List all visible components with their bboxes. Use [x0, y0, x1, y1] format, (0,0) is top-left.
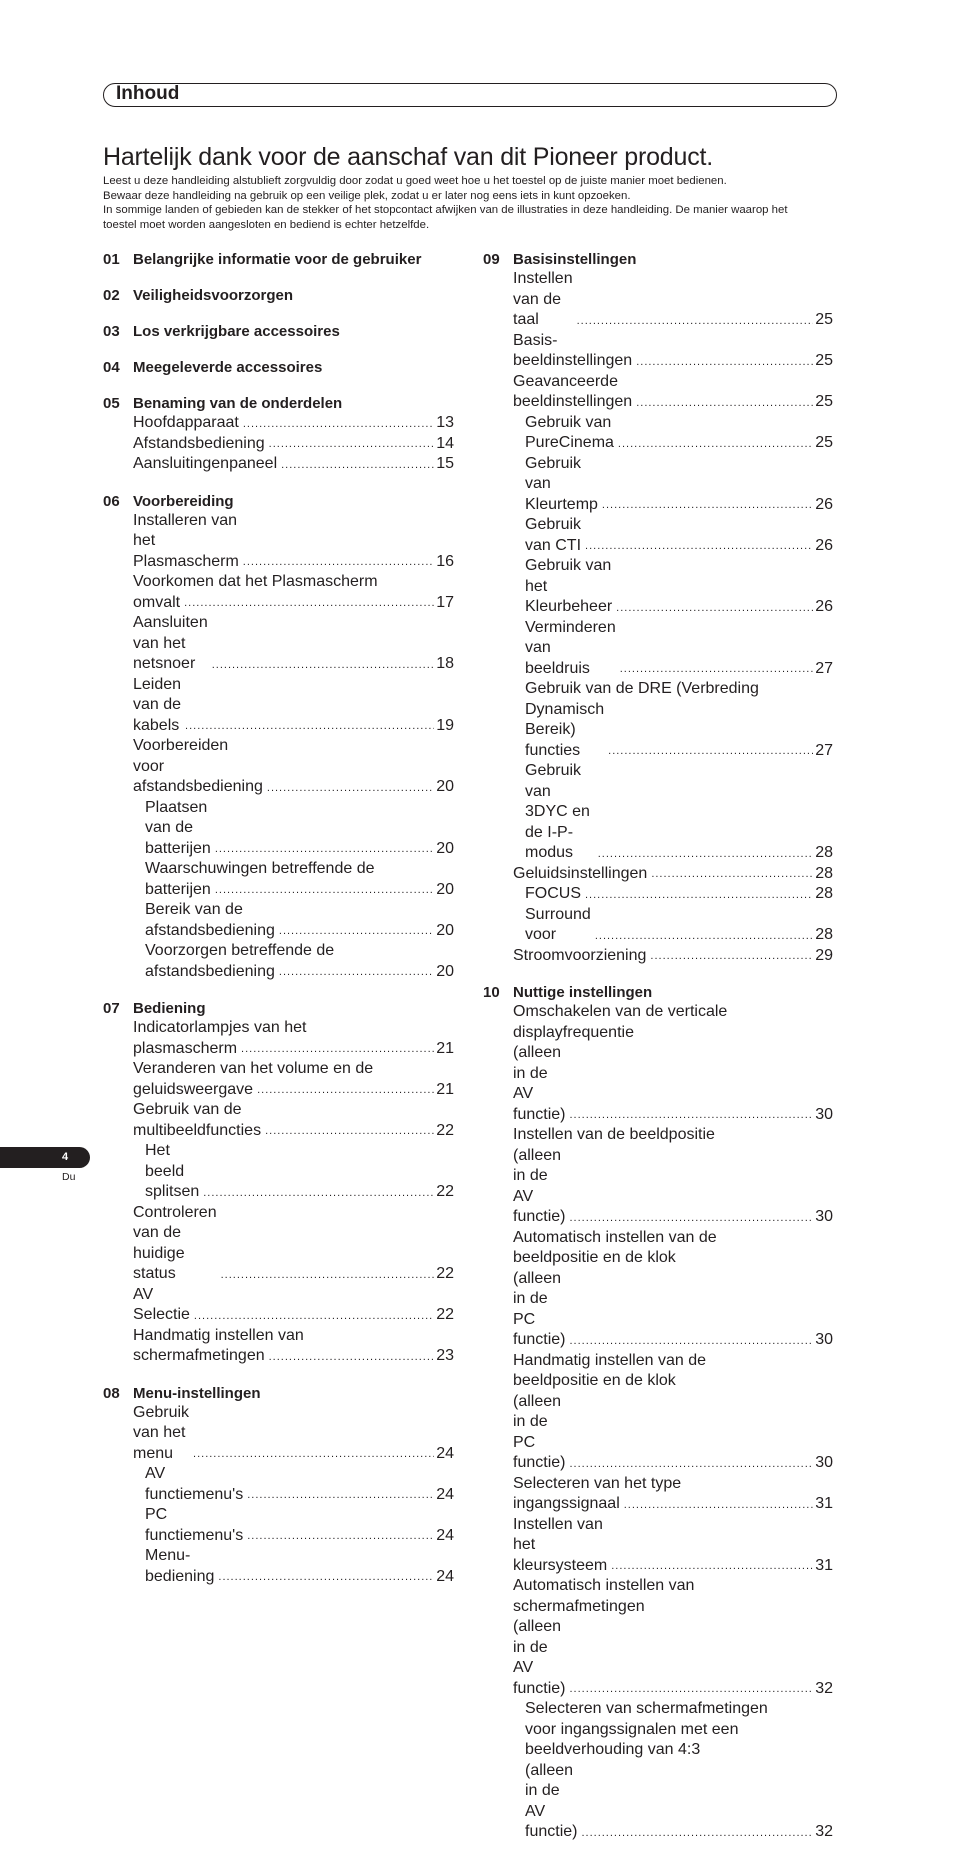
dot-leader	[279, 967, 434, 978]
toc-page-number: 20	[436, 839, 454, 857]
toc-entry-text: Menu-bediening	[145, 1547, 215, 1585]
dot-leader	[212, 660, 434, 671]
chapter-number: 06	[103, 492, 120, 510]
toc-entry-text: Gebruik van de multibeeldfuncties	[133, 1101, 262, 1139]
toc-page-number: 26	[815, 495, 833, 513]
chapter-title: Los verkrijgbare accessoires	[133, 323, 340, 340]
toc-entry-text: Gebruik van het Kleurbeheer	[525, 557, 613, 615]
toc-page-number: 25	[815, 352, 833, 369]
toc-entry[interactable]	[483, 1392, 833, 1474]
toc-column-left	[103, 250, 454, 1604]
toc-chapter	[103, 358, 454, 377]
dot-leader	[243, 419, 434, 430]
toc-page-number: 26	[815, 536, 833, 554]
toc-entry[interactable]	[483, 269, 833, 331]
toc-entry-line: Automatisch instellen van	[513, 1577, 695, 1594]
dot-leader	[620, 664, 813, 675]
dot-leader	[279, 926, 434, 937]
toc-entry[interactable]	[103, 593, 454, 614]
toc-entry-text: (alleen in de AV functie)	[513, 1146, 566, 1225]
toc-entry-text: Afstandsbediening	[133, 434, 265, 452]
section-header	[103, 83, 837, 107]
dot-leader	[569, 1213, 813, 1224]
toc-page-number: 32	[815, 1823, 833, 1840]
dot-leader	[241, 1044, 434, 1055]
toc-entry-line: voor ingangssignalen met een	[525, 1720, 739, 1738]
toc-entry-line: Omschakelen van de verticale	[513, 1003, 728, 1020]
toc-entry-text: plasmascherm	[133, 1039, 238, 1057]
toc-page-number: 26	[815, 598, 833, 615]
toc-page-number: 15	[436, 455, 454, 472]
chapter-heading[interactable]	[483, 250, 833, 269]
toc-entry-text: FOCUS	[525, 885, 581, 902]
dot-leader	[569, 1684, 813, 1695]
toc-entry[interactable]	[483, 413, 833, 454]
chapter-heading[interactable]	[103, 999, 454, 1018]
toc-entry-text: Surround voor	[525, 905, 591, 943]
toc-entry[interactable]	[103, 1080, 454, 1101]
intro-paragraph: Bewaar deze handleiding na gebruik op een veilige plek, zodat u er later nog eens iets in kunt opzoeken.	[103, 189, 631, 202]
toc-page-number: 28	[815, 885, 833, 902]
toc-entry[interactable]	[103, 1100, 454, 1141]
toc-chapter	[103, 286, 454, 305]
chapter-title: Menu-instellingen	[133, 1384, 261, 1402]
toc-entry[interactable]	[483, 1043, 833, 1125]
chapter-heading[interactable]	[103, 1384, 454, 1403]
dot-leader	[193, 1449, 434, 1460]
toc-chapter	[103, 394, 454, 475]
toc-chapter	[103, 999, 454, 1367]
intro-text	[103, 174, 823, 233]
dot-leader	[221, 1270, 435, 1281]
toc-page-number: 25	[815, 393, 833, 410]
chapter-number: 09	[483, 251, 500, 268]
toc-entry-text: Geluidsinstellingen	[513, 864, 648, 882]
toc-entry-text: PC functiemenu's	[145, 1506, 244, 1544]
toc-entry[interactable]	[103, 511, 454, 573]
dot-leader	[598, 849, 813, 860]
toc-page-number: 27	[815, 741, 833, 759]
chapter-heading[interactable]	[103, 394, 454, 413]
chapter-number: 10	[483, 984, 500, 1001]
toc-entry[interactable]	[483, 372, 833, 413]
toc-page-number: 20	[436, 962, 454, 980]
dot-leader	[602, 500, 813, 511]
toc-entry-text: Verminderen van beeldruis	[525, 618, 616, 677]
chapter-title: Nuttige instellingen	[513, 984, 653, 1001]
toc-page-number: 29	[815, 946, 833, 964]
toc-entry[interactable]	[483, 1494, 833, 1515]
dot-leader	[269, 1352, 435, 1363]
toc-entry[interactable]	[483, 454, 833, 516]
chapter-title: Meegeleverde accessoires	[133, 359, 323, 376]
toc-entry-text: afstandsbediening	[145, 962, 275, 980]
toc-entry-line: Voorkomen dat het Plasmascherm	[133, 573, 378, 590]
toc-entry[interactable]	[103, 900, 454, 941]
dot-leader	[247, 1490, 434, 1501]
toc-page-number: 28	[815, 864, 833, 882]
toc-entry-line: schermafmetingen	[513, 1597, 645, 1615]
chapter-number: 05	[103, 395, 120, 412]
toc-entry-line: Indicatorlampjes van het	[133, 1019, 307, 1036]
toc-entry[interactable]	[103, 613, 454, 675]
toc-page-number: 31	[815, 1495, 833, 1512]
toc-page-number: 14	[436, 434, 454, 452]
toc-entry-text: Gebruik van het menu	[133, 1403, 190, 1462]
toc-page-number: 22	[436, 1183, 454, 1200]
toc-entry[interactable]	[483, 618, 833, 680]
dot-leader	[569, 1459, 813, 1470]
dot-leader	[203, 1188, 434, 1199]
toc-page-number: 21	[436, 1080, 454, 1098]
dot-leader	[581, 1828, 813, 1839]
toc-entry-line: Veranderen van het volume en de	[133, 1060, 374, 1077]
chapter-title: Basisinstellingen	[513, 251, 637, 268]
toc-entry-text: (alleen in de AV functie)	[525, 1761, 578, 1840]
toc-entry[interactable]	[103, 434, 454, 455]
toc-entry[interactable]	[103, 454, 454, 475]
dot-leader	[585, 890, 813, 901]
intro-paragraph: In sommige landen of gebieden kan de stekker of het stopcontact afwijken van de illustraties in deze handleiding. De manier waarop het toestel moet worden aangesloten en bediend is echter hetzelfde.	[103, 204, 788, 232]
toc-page-number: 30	[815, 1105, 833, 1123]
toc-entry[interactable]	[483, 946, 833, 967]
toc-entry-line: Handmatig instellen van	[133, 1326, 304, 1344]
chapter-heading[interactable]	[103, 492, 454, 511]
toc-entry[interactable]	[483, 1146, 833, 1228]
toc-entry[interactable]	[483, 905, 833, 946]
toc-entry[interactable]	[103, 1285, 454, 1326]
toc-page-number: 24	[436, 1526, 454, 1544]
chapter-number: 04	[103, 359, 120, 376]
dot-leader	[184, 598, 434, 609]
toc-entry-text: Basis-beeldinstellingen	[513, 331, 633, 369]
toc-entry-line: beeldverhouding van 4:3	[525, 1741, 701, 1758]
toc-entry-text: Dynamisch Bereik) functies	[525, 700, 605, 759]
toc-page-number: 22	[436, 1121, 454, 1139]
dot-leader	[611, 1561, 813, 1572]
toc-entry[interactable]	[483, 515, 833, 556]
toc-page-number: 30	[815, 1454, 833, 1471]
page-number-badge	[0, 1147, 90, 1168]
toc-page-number: 23	[436, 1347, 454, 1364]
dot-leader	[215, 844, 434, 855]
chapter-heading[interactable]	[103, 322, 454, 341]
dot-leader	[569, 1336, 813, 1347]
chapter-heading[interactable]	[483, 983, 833, 1002]
toc-entry-text: AV Selectie	[133, 1285, 190, 1323]
toc-entry-text: (alleen in de AV functie)	[513, 1044, 566, 1123]
toc-entry-text: AV functiemenu's	[145, 1465, 244, 1503]
toc-column-right	[483, 250, 833, 1860]
toc-entry-text: (alleen in de PC functie)	[513, 1269, 566, 1348]
dot-leader	[281, 460, 434, 471]
toc-entry-text: Hoofdapparaat	[133, 414, 239, 431]
toc-page-number: 24	[436, 1485, 454, 1503]
dot-leader	[636, 357, 813, 368]
toc-entry-text: batterijen	[145, 880, 211, 898]
toc-entry[interactable]	[103, 880, 454, 901]
toc-page-number: 28	[815, 844, 833, 861]
toc-page-number: 17	[436, 593, 454, 611]
toc-entry-text: Stroomvoorziening	[513, 946, 647, 964]
toc-entry[interactable]	[103, 1346, 454, 1367]
toc-entry-text: Gebruik van Kleurtemp	[525, 454, 598, 513]
chapter-number: 08	[103, 1384, 120, 1402]
toc-entry-text: geluidsweergave	[133, 1080, 254, 1098]
dot-leader	[267, 783, 434, 794]
toc-page-number: 13	[436, 414, 454, 431]
toc-chapter	[103, 492, 454, 983]
toc-entry-text: Controleren van de huidige status	[133, 1203, 217, 1282]
toc-entry[interactable]	[103, 962, 454, 983]
toc-entry[interactable]	[103, 675, 454, 737]
toc-entry[interactable]	[483, 700, 833, 762]
toc-entry-text: Geavanceerde beeldinstellingen	[513, 372, 633, 410]
toc-page-number: 16	[436, 552, 454, 570]
toc-entry-line: displayfrequentie	[513, 1023, 634, 1041]
toc-chapter	[103, 322, 454, 341]
toc-page-number: 22	[436, 1306, 454, 1323]
dot-leader	[215, 885, 434, 896]
dot-leader	[265, 1126, 434, 1137]
toc-page-number: 24	[436, 1444, 454, 1462]
toc-entry[interactable]	[483, 1515, 833, 1577]
toc-entry-line: Handmatig instellen van de	[513, 1351, 707, 1369]
toc-page-number: 22	[436, 1265, 454, 1282]
toc-page-number: 20	[436, 778, 454, 795]
toc-entry-text: Bereik van de afstandsbediening	[145, 901, 275, 939]
toc-entry[interactable]	[103, 736, 454, 798]
toc-entry-line: Selecteren van schermafmetingen	[525, 1700, 768, 1717]
toc-entry-text: Gebruik van CTI	[525, 516, 582, 554]
toc-page-number: 20	[436, 921, 454, 939]
toc-entry-text: (alleen in de AV functie)	[513, 1618, 566, 1697]
chapter-heading[interactable]	[103, 250, 454, 269]
page-title: Hartelijk dank voor de aanschaf van dit Pioneer product.	[103, 143, 713, 171]
dot-leader	[185, 721, 434, 732]
toc-page-number: 32	[815, 1679, 833, 1697]
toc-entry[interactable]	[103, 1546, 454, 1587]
toc-entry[interactable]	[483, 1269, 833, 1351]
dot-leader	[577, 316, 814, 327]
dot-leader	[616, 603, 813, 614]
toc-entry-text: Gebruik van 3DYC en de I-P-modus	[525, 762, 590, 861]
toc-entry-text: Gebruik van PureCinema	[525, 413, 614, 451]
chapter-title: Bediening	[133, 1000, 206, 1017]
dot-leader	[243, 557, 434, 568]
dot-leader	[608, 746, 813, 757]
toc-page-number: 31	[815, 1556, 833, 1574]
toc-entry[interactable]	[103, 413, 454, 434]
toc-page-number: 25	[815, 311, 833, 328]
toc-entry-line: Selecteren van het type	[513, 1474, 682, 1492]
toc-page-number: 18	[436, 655, 454, 672]
toc-entry-text: omvalt	[133, 593, 181, 611]
toc-entry[interactable]	[483, 864, 833, 885]
toc-entry[interactable]	[103, 798, 454, 860]
toc-chapter	[103, 1384, 454, 1588]
dot-leader	[269, 439, 435, 450]
toc-page-number: 30	[815, 1331, 833, 1348]
chapter-number: 01	[103, 251, 120, 268]
toc-entry-text: (alleen in de PC functie)	[513, 1392, 566, 1471]
toc-entry-text: Instellen van de taal	[513, 270, 573, 328]
chapter-title: Veiligheidsvoorzorgen	[133, 287, 294, 304]
dot-leader	[595, 931, 813, 942]
toc-entry[interactable]	[483, 1761, 833, 1843]
toc-page-number: 27	[815, 659, 833, 677]
chapter-title: Voorbereiding	[133, 492, 234, 510]
toc-entry-text: schermafmetingen	[133, 1347, 265, 1364]
chapter-heading[interactable]	[103, 358, 454, 377]
dot-leader	[618, 439, 813, 450]
toc-entry[interactable]	[103, 1403, 454, 1465]
toc-page-number: 20	[436, 880, 454, 898]
toc-entry[interactable]	[483, 884, 833, 905]
toc-entry-line: beeldpositie en de klok	[513, 1372, 676, 1389]
toc-page-number: 25	[815, 434, 833, 451]
section-title: Inhoud	[116, 83, 180, 104]
dot-leader	[624, 1500, 813, 1511]
toc-page-number: 19	[436, 716, 454, 734]
toc-entry[interactable]	[483, 556, 833, 618]
chapter-number: 02	[103, 287, 120, 304]
intro-paragraph: Leest u deze handleiding alstublieft zorgvuldig door zodat u goed weet hoe u het toestel op de juiste manier moet bedienen.	[103, 175, 727, 187]
toc-entry-line: beeldpositie en de klok	[513, 1249, 676, 1266]
toc-entry-line: Waarschuwingen betreffende de	[145, 860, 375, 877]
toc-entry-line: Instellen van de beeldpositie	[513, 1126, 715, 1143]
toc-entry[interactable]	[483, 331, 833, 372]
chapter-title: Benaming van de onderdelen	[133, 395, 343, 412]
toc-entry-line: Voorzorgen betreffende de	[145, 942, 335, 959]
toc-chapter	[483, 983, 833, 1843]
toc-entry-text: Aansluiten van het netsnoer	[133, 614, 208, 672]
toc-chapter	[483, 250, 833, 966]
toc-entry-text: Leiden van de kabels	[133, 675, 182, 734]
toc-page-number: 28	[815, 926, 833, 943]
toc-entry[interactable]	[103, 1141, 454, 1203]
chapter-number: 07	[103, 1000, 120, 1017]
language-code: Du	[62, 1171, 76, 1183]
toc-page-number: 21	[436, 1039, 454, 1057]
toc-entry-text: Voorbereiden voor afstandsbediening	[133, 737, 263, 795]
toc-entry[interactable]	[483, 1617, 833, 1699]
dot-leader	[585, 541, 813, 552]
toc-page-number: 30	[815, 1208, 833, 1225]
toc-entry-line: Gebruik van de DRE (Verbreding	[525, 680, 759, 697]
dot-leader	[569, 1110, 813, 1121]
dot-leader	[247, 1531, 434, 1542]
chapter-number: 03	[103, 323, 120, 340]
chapter-heading[interactable]	[103, 286, 454, 305]
dot-leader	[651, 869, 813, 880]
toc-entry-line: Automatisch instellen van de	[513, 1228, 717, 1246]
dot-leader	[257, 1085, 434, 1096]
toc-entry[interactable]	[103, 1039, 454, 1060]
toc-entry-text: Installeren van het Plasmascherm	[133, 511, 239, 570]
toc-entry[interactable]	[103, 1505, 454, 1546]
toc-entry[interactable]	[483, 761, 833, 864]
toc-entry-text: Het beeld splitsen	[145, 1142, 200, 1200]
dot-leader	[636, 398, 813, 409]
toc-entry-text: ingangssignaal	[513, 1495, 620, 1512]
toc-entry-text: Aansluitingenpaneel	[133, 455, 278, 472]
toc-entry-text: Instellen van het kleursysteem	[513, 1515, 608, 1574]
chapter-title: Belangrijke informatie voor de gebruiker	[133, 251, 422, 268]
dot-leader	[650, 951, 813, 962]
toc-page-number: 24	[436, 1567, 454, 1585]
toc-entry[interactable]	[103, 1464, 454, 1505]
page-number: 4	[62, 1151, 69, 1163]
toc-entry-text: Plaatsen van de batterijen	[145, 798, 211, 857]
dot-leader	[218, 1572, 434, 1583]
toc-chapter	[103, 250, 454, 269]
dot-leader	[194, 1311, 434, 1322]
